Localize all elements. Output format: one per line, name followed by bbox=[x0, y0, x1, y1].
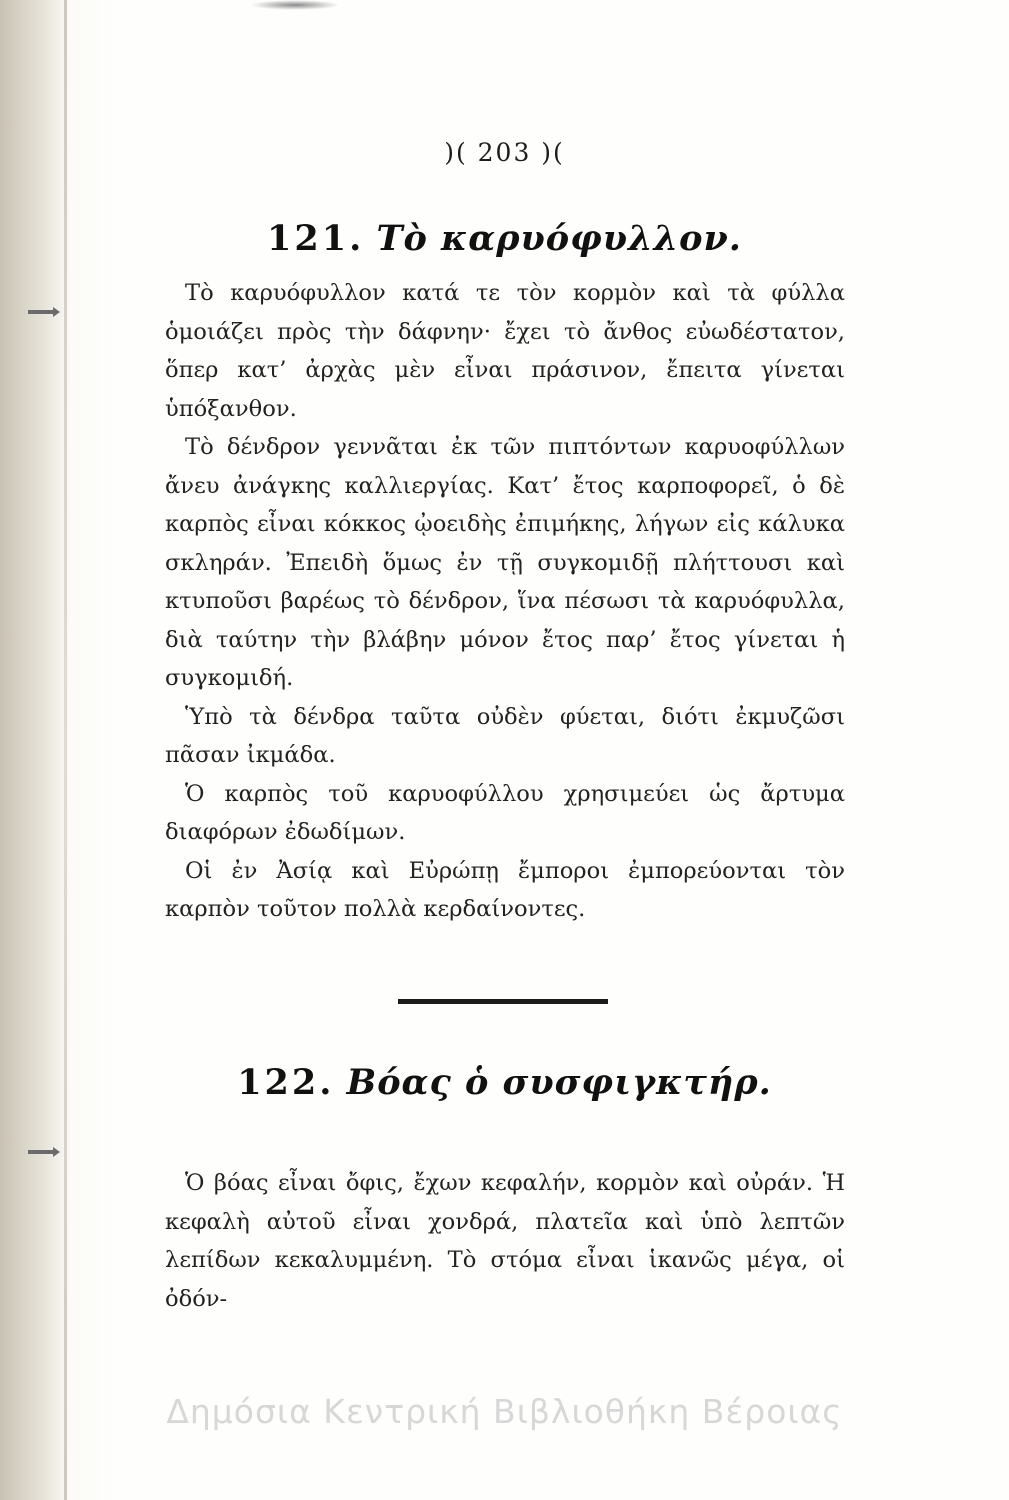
margin-arrow-mark bbox=[28, 1150, 54, 1154]
paragraph: Ὁ βόας εἶναι ὄφις, ἔχων κεφαλήν, κορμὸν καὶ οὐράν. Ἡ κεφαλὴ αὐτοῦ εἶναι χονδρά, πλατεῖα καὶ ὑπὸ λεπτῶν λεπίδων κεκαλυμμένη. Τὸ στόμα εἶναι ἱκανῶς μέγα, οἱ ὀδόν- bbox=[165, 1170, 845, 1312]
margin-arrow-mark bbox=[28, 310, 54, 314]
paragraph: Τὸ δένδρον γεννᾶται ἐκ τῶν πιπτόντων καρυοφύλλων ἄνευ ἀνάγκης καλλιεργίας. Κατ’ ἔτος καρποφορεῖ, ὁ δὲ καρπὸς εἶναι κόκκος ᾠοειδὴς ἐπιμήκης, λήγων εἰς κάλυκα σκληράν. Ἐπειδὴ ὅμως ἐν τῇ συγκομιδῇ πλήττουσι καὶ κτυποῦσι βαρέως τὸ δένδρον, ἵνα πέσωσι τὰ καρυόφυλλα, διὰ ταύτην τὴν βλάβην μόνον ἔτος παρ’ ἔτος γίνεται ἡ συγκομιδή. bbox=[165, 434, 845, 691]
section-122-heading bbox=[0, 1062, 1009, 1103]
section-122-title: Βόας ὁ συσφιγκτήρ. bbox=[346, 1062, 772, 1103]
scan-smudge bbox=[250, 0, 340, 10]
paragraph: Οἱ ἐν Ἀσίᾳ καὶ Εὐρώπῃ ἔμποροι ἐμπορεύονται τὸν καρπὸν τοῦτον πολλὰ κερδαίνοντες. bbox=[165, 857, 845, 922]
section-divider bbox=[398, 999, 608, 1004]
page-number: )( 203 )( bbox=[444, 138, 565, 167]
section-122-body bbox=[165, 1164, 845, 1318]
section-121-heading bbox=[0, 218, 1009, 259]
section-121-title: Τὸ καρυόφυλλον. bbox=[376, 218, 742, 259]
library-watermark: Δημόσια Κεντρική Βιβλιοθήκη Βέροιας bbox=[166, 1392, 843, 1431]
section-121-body bbox=[165, 274, 845, 929]
section-121-number: 121. bbox=[267, 218, 365, 259]
paragraph: Ὑπὸ τὰ δένδρα ταῦτα οὐδὲν φύεται, διότι ἐκμυζῶσι πᾶσαν ἰκμάδα. bbox=[165, 703, 845, 768]
section-122-number: 122. bbox=[237, 1062, 335, 1103]
paragraph: Ὁ καρπὸς τοῦ καρυοφύλλου χρησιμεύει ὡς ἄρτυμα διαφόρων ἐδωδίμων. bbox=[165, 780, 845, 845]
paragraph: Τὸ καρυόφυλλον κατά τε τὸν κορμὸν καὶ τὰ φύλλα ὁμοιάζει πρὸς τὴν δάφνην· ἔχει τὸ ἄνθος εὐωδέστατον, ὅπερ κατ’ ἀρχὰς μὲν εἶναι πράσινον, ἔπειτα γίνεται ὑπόξανθον. bbox=[165, 280, 845, 422]
